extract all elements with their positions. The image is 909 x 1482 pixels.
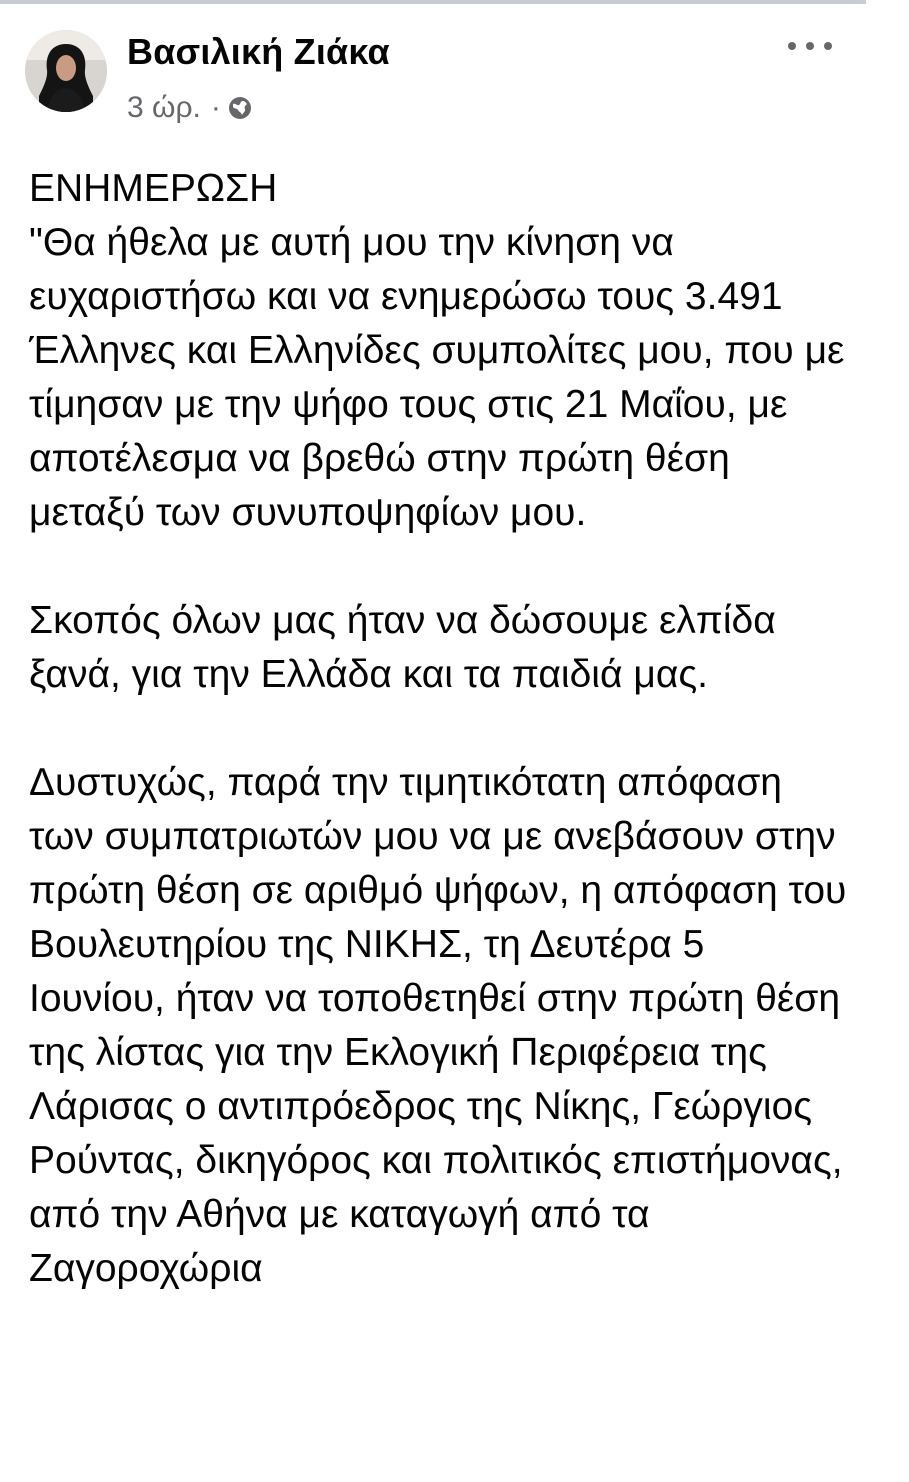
- more-dot: [806, 42, 814, 50]
- post-body: [29, 162, 849, 1296]
- avatar-photo: [25, 30, 107, 112]
- globe-icon[interactable]: [227, 95, 253, 121]
- post-timestamp[interactable]: 3 ώρ.: [127, 91, 201, 124]
- top-divider: [0, 0, 866, 4]
- right-gutter: [866, 0, 909, 1482]
- more-dot: [824, 42, 832, 50]
- author-name[interactable]: Βασιλική Ζιάκα: [127, 31, 390, 72]
- post-paragraph: Δυστυχώς, παρά την τιμητικότατη απόφαση των συμπατριωτών μου να με ανεβάσουν στην πρώτη θέση σε αριθμό ψήφων, η απόφαση του Βουλευτηρίου της ΝΙΚΗΣ, τη Δευτέρα 5 Ιουνίου, ήταν να τοποθετηθεί στην πρώτη θέση της λίστας για την Εκλογική Περιφέρεια της Λάρισας ο αντιπρόεδρος της Νίκης, Γεώργιος Ρούντας, δικηγόρος και πολιτικός επιστήμονας, από την Αθήνα με καταγωγή από τα Ζαγοροχώρια: [29, 761, 847, 1290]
- post-meta: [127, 90, 253, 126]
- more-dot: [788, 42, 796, 50]
- more-options-icon[interactable]: [788, 34, 832, 58]
- post-paragraph: Σκοπός όλων μας ήταν να δώσουμε ελπίδα ξανά, για την Ελλάδα και τα παιδιά μας.: [29, 599, 776, 696]
- meta-separator: ·: [210, 91, 221, 124]
- post-paragraph: ΕΝΗΜΕΡΩΣΗ "Θα ήθελα με αυτή μου την κίνηση να ευχαριστήσω και να ενημερώσω τους 3.491 Έλληνες και Ελληνίδες συμπολίτες μου, που με τίμησαν με την ψήφο τους στις 21 Μαΐου, με αποτέλεσμα να βρεθώ στην πρώτη θέση μεταξύ των συνυποψηφίων μου.: [29, 167, 845, 534]
- author-avatar[interactable]: [25, 30, 107, 112]
